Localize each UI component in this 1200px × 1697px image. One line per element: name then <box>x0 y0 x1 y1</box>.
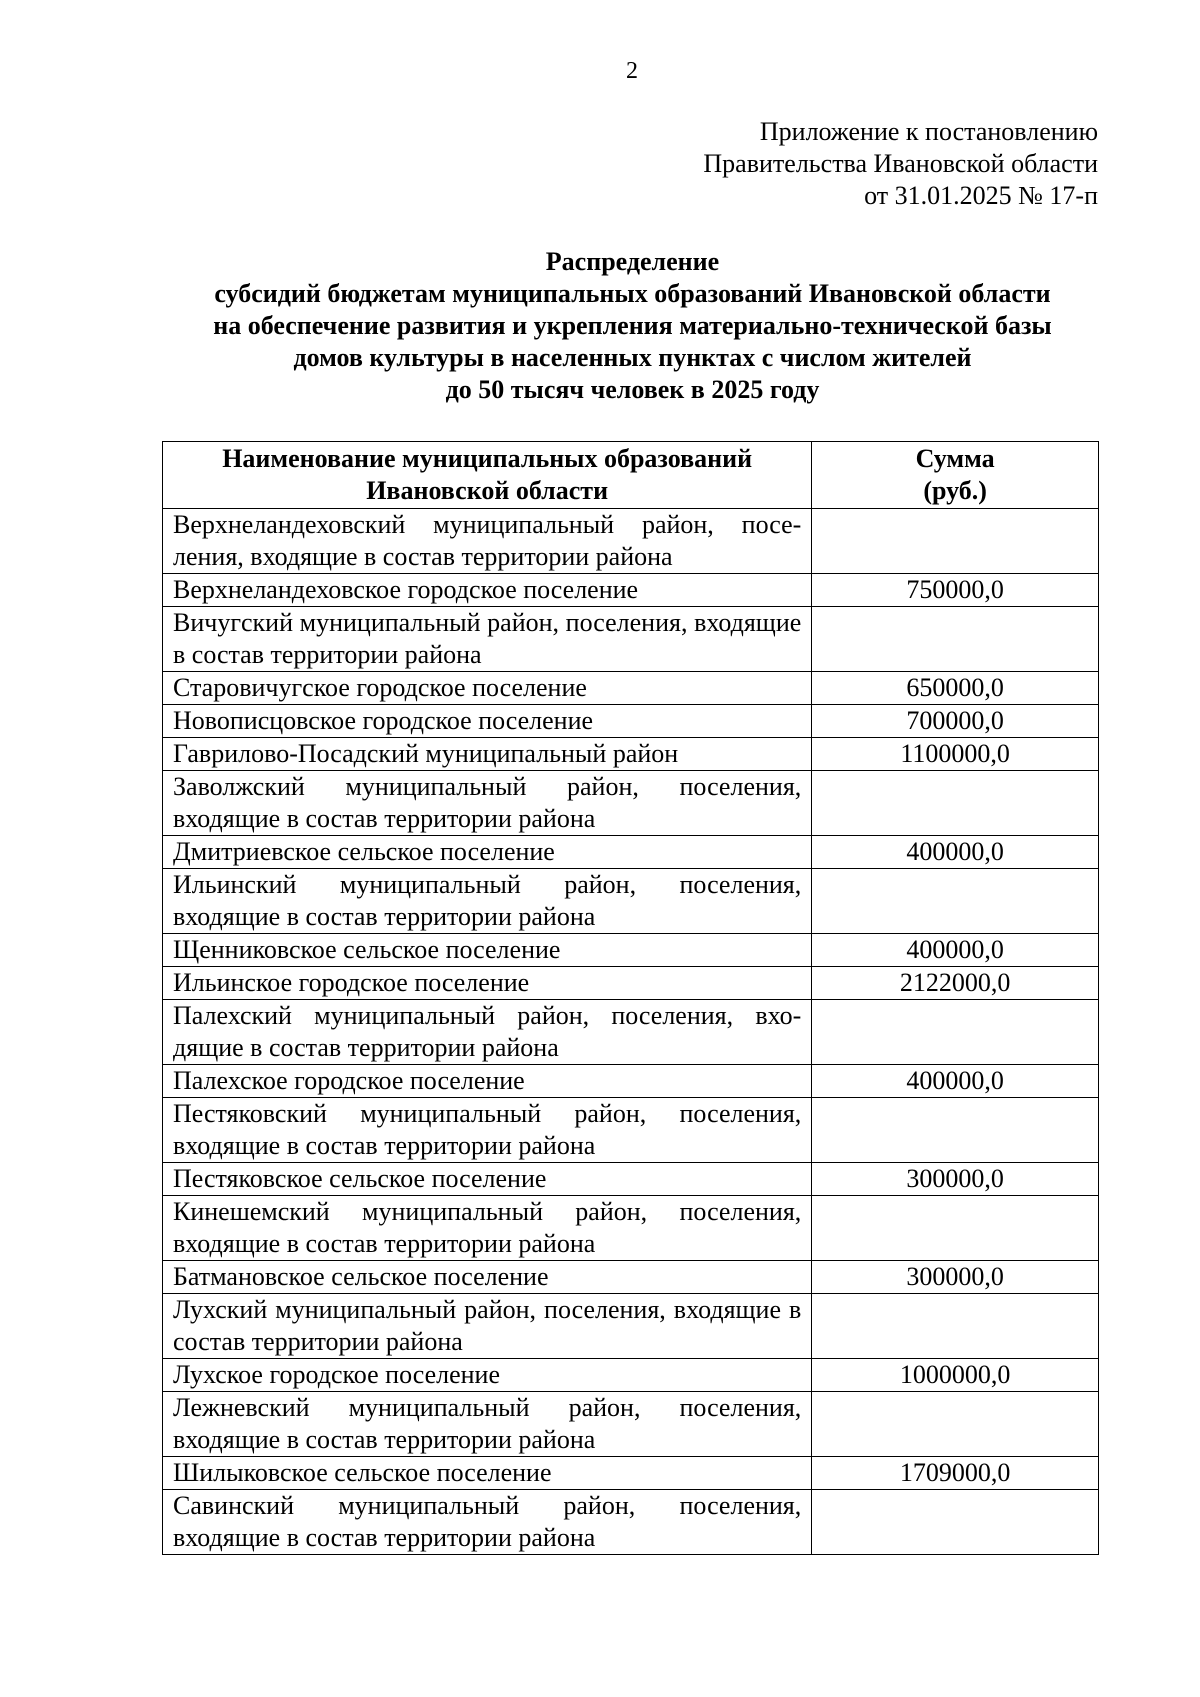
subsidy-amount: 300000,0 <box>812 1261 1099 1294</box>
page-number: 2 <box>626 58 638 84</box>
subsidy-amount <box>812 509 1099 574</box>
municipality-name: Заволжский муниципальный район, поселения, входящие в состав территории района <box>163 771 812 836</box>
column-header-sum-line-1: Сумма <box>915 444 995 473</box>
municipality-name: Батмановское сельское поселение <box>163 1261 812 1294</box>
subsidy-amount: 1709000,0 <box>812 1457 1099 1490</box>
appendix-line-1: Приложение к постановлению <box>759 117 1098 146</box>
table-row <box>163 1392 1099 1457</box>
document-title <box>160 246 1105 406</box>
title-line-1: Распределение <box>545 247 720 276</box>
municipality-name: Палехское городское поселение <box>163 1065 812 1098</box>
table-row <box>163 1065 1099 1098</box>
appendix-line-3: от 31.01.2025 № 17-п <box>864 181 1098 210</box>
municipality-name: Лухское городское поселение <box>163 1359 812 1392</box>
table-row <box>163 1261 1099 1294</box>
subsidy-amount: 300000,0 <box>812 1163 1099 1196</box>
subsidy-amount: 400000,0 <box>812 836 1099 869</box>
table-header-row <box>163 442 1099 509</box>
municipality-name: Дмитриевское сельское поселение <box>163 836 812 869</box>
column-header-sum <box>812 442 1099 509</box>
subsidy-amount: 2122000,0 <box>812 967 1099 1000</box>
table-row <box>163 1359 1099 1392</box>
column-header-name-line-2: Ивановской области <box>366 476 609 505</box>
municipality-name: Пестяковское сельское поселение <box>163 1163 812 1196</box>
subsidy-amount <box>812 1294 1099 1359</box>
municipality-name: Верхнеландеховское городское поселение <box>163 574 812 607</box>
title-line-3: на обеспечение развития и укрепления материально-технической базы <box>213 311 1052 340</box>
subsidy-amount <box>812 771 1099 836</box>
municipality-name: Старовичугское городское поселение <box>163 672 812 705</box>
table-row <box>163 1490 1099 1555</box>
table-row <box>163 967 1099 1000</box>
municipality-name: Палехский муниципальный район, поселения, вхо-дящие в состав территории района <box>163 1000 812 1065</box>
title-line-4: домов культуры в населенных пунктах с числом жителей <box>293 343 972 372</box>
table-row <box>163 705 1099 738</box>
table-body <box>163 509 1099 1555</box>
subsidy-amount: 700000,0 <box>812 705 1099 738</box>
municipality-name: Вичугский муниципальный район, поселения, входящие в состав территории района <box>163 607 812 672</box>
municipality-name: Савинский муниципальный район, поселения, входящие в состав территории района <box>163 1490 812 1555</box>
table-row <box>163 574 1099 607</box>
table-row <box>163 771 1099 836</box>
subsidy-amount: 1100000,0 <box>812 738 1099 771</box>
subsidy-amount: 750000,0 <box>812 574 1099 607</box>
municipality-name: Лежневский муниципальный район, поселения, входящие в состав территории района <box>163 1392 812 1457</box>
table-row <box>163 672 1099 705</box>
subsidy-amount: 650000,0 <box>812 672 1099 705</box>
subsidy-table <box>162 441 1099 1555</box>
subsidy-amount <box>812 607 1099 672</box>
column-header-name <box>163 442 812 509</box>
subsidy-amount: 400000,0 <box>812 934 1099 967</box>
table-row <box>163 1098 1099 1163</box>
municipality-name: Щенниковское сельское поселение <box>163 934 812 967</box>
subsidy-amount: 1000000,0 <box>812 1359 1099 1392</box>
municipality-name: Новописцовское городское поселение <box>163 705 812 738</box>
table-row <box>163 1000 1099 1065</box>
title-line-5: до 50 тысяч человек в 2025 году <box>445 375 820 404</box>
subsidy-amount <box>812 1490 1099 1555</box>
table-row <box>163 1163 1099 1196</box>
appendix-reference <box>703 116 1098 212</box>
table-row <box>163 1196 1099 1261</box>
subsidy-amount <box>812 1098 1099 1163</box>
municipality-name: Кинешемский муниципальный район, поселения, входящие в состав территории района <box>163 1196 812 1261</box>
table-row <box>163 738 1099 771</box>
municipality-name: Пестяковский муниципальный район, поселения, входящие в состав территории района <box>163 1098 812 1163</box>
table-row <box>163 1294 1099 1359</box>
table-row <box>163 869 1099 934</box>
table-row <box>163 836 1099 869</box>
municipality-name: Гаврилово-Посадский муниципальный район <box>163 738 812 771</box>
column-header-name-line-1: Наименование муниципальных образований <box>222 444 753 473</box>
municipality-name: Лухский муниципальный район, поселения, входящие в состав территории района <box>163 1294 812 1359</box>
table-row <box>163 509 1099 574</box>
column-header-sum-line-2: (руб.) <box>923 476 987 505</box>
municipality-name: Шилыковское сельское поселение <box>163 1457 812 1490</box>
subsidy-amount <box>812 1392 1099 1457</box>
table-row <box>163 607 1099 672</box>
appendix-line-2: Правительства Ивановской области <box>703 149 1098 178</box>
subsidy-amount <box>812 1000 1099 1065</box>
subsidy-amount <box>812 1196 1099 1261</box>
municipality-name: Ильинское городское поселение <box>163 967 812 1000</box>
table-row <box>163 934 1099 967</box>
subsidy-amount <box>812 869 1099 934</box>
municipality-name: Верхнеландеховский муниципальный район, посе-ления, входящие в состав территории района <box>163 509 812 574</box>
subsidy-amount: 400000,0 <box>812 1065 1099 1098</box>
municipality-name: Ильинский муниципальный район, поселения, входящие в состав территории района <box>163 869 812 934</box>
table-row <box>163 1457 1099 1490</box>
title-line-2: субсидий бюджетам муниципальных образований Ивановской области <box>214 279 1051 308</box>
